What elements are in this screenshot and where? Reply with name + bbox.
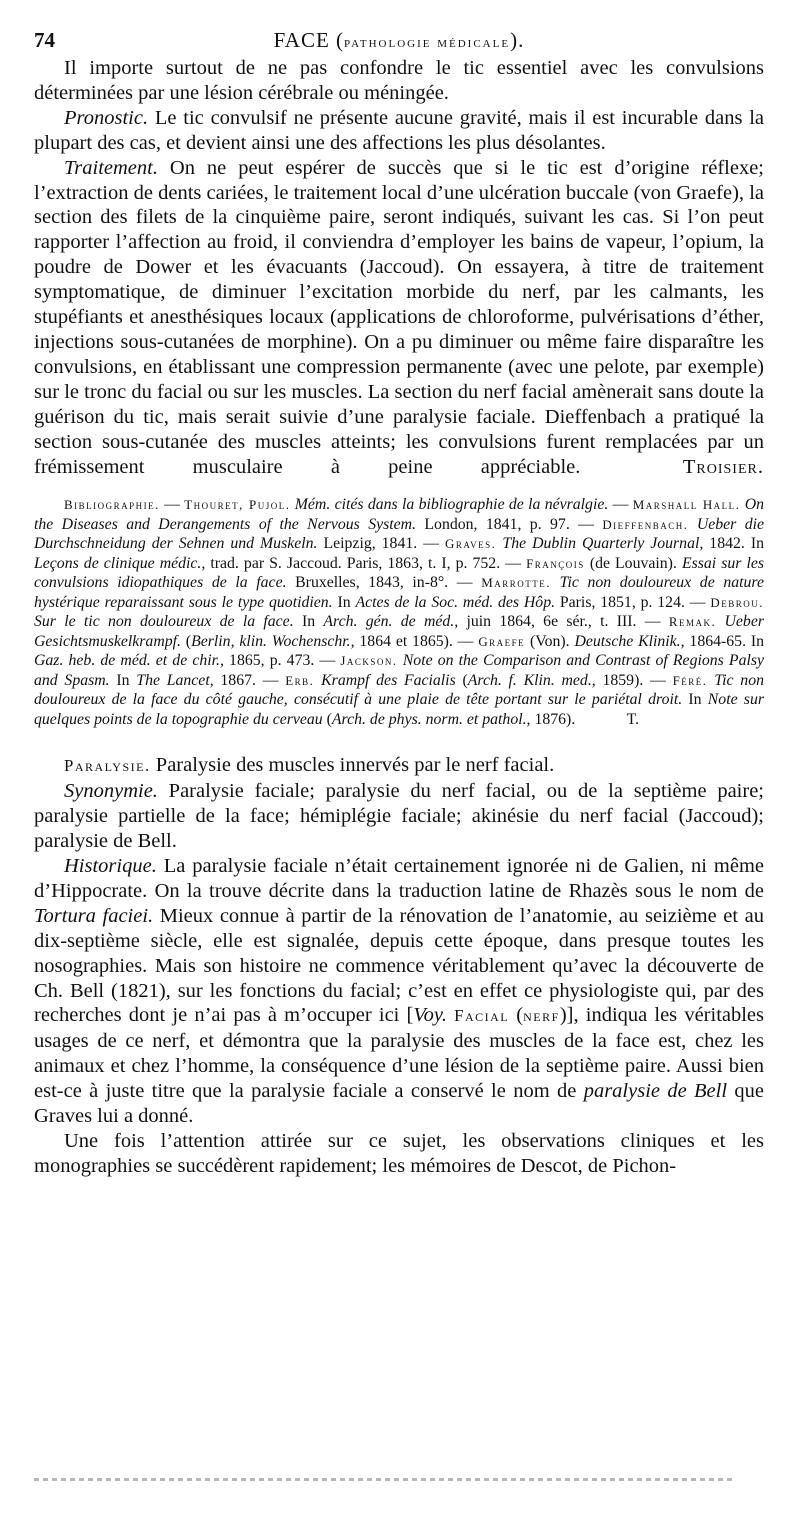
bibliography-entry: Actes de la Soc. méd. des Hôp. Paris, 1851, p. 124. <box>355 593 685 611</box>
page-header <box>34 22 764 56</box>
bibliography-entry: Arch. gén. de méd., juin 1864, 6e sér., t. III. <box>323 613 637 631</box>
synonymie-paragraph: Synonymie. Paralysie faciale; paralysie du nerf facial, ou de la septième paire; paralysie partielle de la face; hémiplégie faciale; akinésie du nerf facial (Jaccoud); paralysie de Bell. <box>34 780 764 853</box>
final-paragraph: Une fois l’attention attirée sur ce sujet, les observations cliniques et les monographies se succédèrent rapidement; les mémoires de Descot, de Pichon- <box>34 1130 764 1177</box>
synonymie-label: Synonymie. <box>64 780 158 803</box>
bibliography-entry: — Erb. Krampf des Facialis ( <box>255 671 468 689</box>
bibliography-label: Bibliographie. <box>64 497 160 513</box>
bibliography-block <box>34 495 764 729</box>
bibliography-entry: — Marshall Hall. On the Diseases and Derangements of the Nervous System. London, 1841, p. 97. <box>34 496 765 533</box>
traitement-paragraph: Traitement. On ne peut espérer de succès que si le tic est d’origine réflexe; l’extraction de dents cariées, le traitement local d’une ulcération buccale (von Graefe), la section des filets de la cinquième paire, seront indiqués, suivant les cas. Si l’on peut rapporter l’affection au froid, il conviendra d’employer les bains de vapeur, l’opium, la poudre de Dower et les évacuants (Jaccoud). On essayera, à titre de traitement symptomatique, de diminuer l’excitation morbide du nerf, par les calmants, les stupéfiants et anesthésiques locaux (applications de chloroforme, pulvérisations d’éther, injections sous-cutanées de morphine). On a pu diminuer ou même faire disparaître les convulsions, en établissant une compression permanente (avec une pelote, par exemple) sur le tronc du facial ou sur les muscles. La section du nerf facial amènerait sans doute la guérison du tic, mais serait suivie d’une paralysie faciale. Dieffenbach a pratiqué la section sous-cutanée des muscles atteints; les convulsions furent remplacées par un frémissement musculaire à peine appréciable. Troisier. <box>34 156 764 478</box>
paralysie-paragraph: Paralysie. Paralysie des muscles innervés par le nerf facial. <box>64 754 555 777</box>
traitement-label: Traitement. <box>64 156 158 179</box>
pronostic-label: Pronostic. <box>64 106 149 129</box>
author-signature: Troisier. <box>682 455 764 478</box>
bibliography-entry: — Remak. Ueber Gesichtsmuskelkrampf. ( <box>34 613 764 650</box>
bibliography-entry: Leçons de clinique médic., trad. par S. Jaccoud. Paris, 1863, t. I, p. 752. <box>34 554 501 572</box>
bibliography-entry: Arch. f. Klin. med., 1859). <box>467 671 644 689</box>
bibliography-entry: — Debrou. Sur le tic non douloureux de la face. In <box>34 593 764 631</box>
bibliography-signature: T. <box>626 710 639 728</box>
bibliography-entry: Arch. de phys. norm. et pathol., 1876). <box>331 710 576 728</box>
running-head: FACE (pathologie médicale). <box>273 28 525 52</box>
page-number: 74 <box>34 28 55 52</box>
pronostic-paragraph: Pronostic. Le tic convulsif ne présente aucune gravité, mais il est incurable dans la plupart des cas, et devient ainsi une des affections les plus désolantes. <box>34 106 764 154</box>
historique-label: Historique. <box>64 855 157 878</box>
paralysie-label: Paralysie. <box>64 756 151 776</box>
bibliography-entry: — François (de Louvain). Essai sur les convulsions idiopathiques de la face. Bruxelles, 1843, in-8°. <box>34 554 765 592</box>
bibliography-entry: Berlin, klin. Wochenschr., 1864 et 1865). <box>191 632 453 650</box>
bibliography-entry: The Lancet, 1867. <box>136 671 256 689</box>
bibliography-entry: — Graves. The Dublin Quarterly Journal, 1842. In <box>417 535 764 553</box>
bottom-rule <box>34 1478 734 1481</box>
bibliography-entry: Note sur quelques points de la topographie du cerveau ( <box>34 691 764 728</box>
bibliography-entry: — Féré. Tic non douloureux de la face du côté gauche, consécutif à une plaie de tête portant sur le pariétal droit. In <box>34 671 764 709</box>
bibliography-entry: — Dieffenbach. Ueber die Durchschneidung der Sehnen und Muskeln. Leipzig, 1841. <box>34 515 764 553</box>
intro-paragraph: Il importe surtout de ne pas confondre le tic essentiel avec les convulsions déterminées par une lésion cérébrale ou méningée. <box>34 57 764 104</box>
historique-paragraph: Historique. La paralysie faciale n’était certainement ignorée ni de Galien, ni même d’Hippocrate. On la trouve décrite dans la traduction latine de Rhazès sous le nom de Tortura faciei. Mieux connue à partir de la rénovation de l’anatomie, au seizième et au dix-septième siècle, elle est signalée, depuis cette époque, dans presque toutes les nosographies. Mais son histoire ne commence véritablement qu’avec la découverte de Ch. Bell (1821), sur les fonctions du facial; c’est en effet ce physiologiste qui, par des recherches dont je n’ai pas à m’occuper ici [Voy. Facial (nerf)], indiqua les véritables usages de ce nerf, et démontra que la paralysie des muscles de la face est, chez les animaux et chez l’homme, la conséquence d’une lésion de la septième paire. Aussi bien est-ce à juste titre que la paralysie faciale a conservé le nom de paralysie de Bell que Graves lui a donné. <box>34 855 765 1128</box>
bibliography-entry: Gaz. heb. de méd. et de chir., 1865, p. 473. <box>34 652 315 670</box>
bibliography-entry: — Jackson. Note on the Comparison and Contrast of Regions Palsy and Spasm. In <box>34 652 765 689</box>
bibliography-entry: — Graefe (Von). Deutsche Klinik., 1864-65. In <box>452 632 764 650</box>
bibliography-entry: — Marrotte. Tic non douloureux de nature hystérique reparaissant sous le type quotidien. In <box>34 574 764 611</box>
bibliography-entry: — Thouret, Pujol. Mém. cités dans la bibliographie de la névralgie. <box>159 496 609 514</box>
